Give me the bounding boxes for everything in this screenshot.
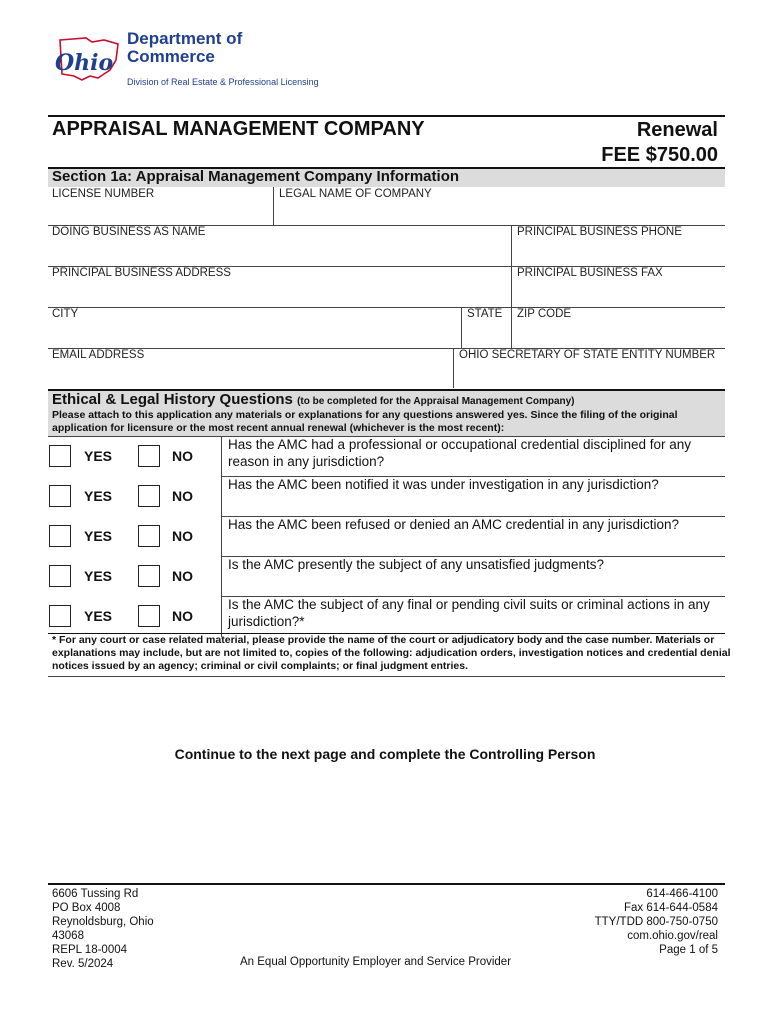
city-label: CITY — [52, 308, 79, 320]
yes-checkbox[interactable] — [49, 525, 71, 547]
ethics-subtitle: (to be completed for the Appraisal Management Company) — [297, 396, 575, 407]
no-checkbox[interactable] — [138, 605, 160, 627]
yes-label: YES — [84, 488, 113, 504]
no-label: NO — [172, 488, 193, 504]
continue-instruction: Continue to the next page and complete the Controlling Person — [174, 746, 596, 762]
no-checkbox[interactable] — [138, 565, 160, 587]
entity-number-label: OHIO SECRETARY OF STATE ENTITY NUMBER — [459, 349, 716, 361]
yes-checkbox[interactable] — [49, 485, 71, 507]
title-rule — [48, 115, 725, 117]
address-label: PRINCIPAL BUSINESS ADDRESS — [52, 267, 231, 279]
renewal-label: Renewal — [636, 119, 718, 141]
legal-name-label: LEGAL NAME OF COMPANY — [279, 188, 432, 200]
yes-checkbox[interactable] — [49, 565, 71, 587]
state-field[interactable] — [465, 322, 507, 346]
website: com.ohio.gov/real — [627, 930, 718, 942]
no-checkbox[interactable] — [138, 525, 160, 547]
yes-label: YES — [84, 528, 113, 544]
question-text: Has the AMC been refused or denied an AMC credential in any jurisdiction? — [228, 517, 680, 532]
email-field[interactable] — [52, 362, 449, 386]
zip-label: ZIP CODE — [517, 308, 572, 320]
dept-name-line1: Department of — [127, 29, 243, 48]
divider — [48, 307, 725, 308]
fax-number: Fax 614-644-0584 — [624, 902, 718, 914]
divider — [461, 307, 462, 348]
fee-block — [601, 118, 718, 168]
divider — [511, 266, 512, 307]
phone-field[interactable] — [515, 240, 723, 264]
ethics-note: Please attach to this application any materials or explanations for any questions answered yes. Since the filing of the original application for licensure or the most recent annual renewal (whichever is the most recent): — [52, 409, 678, 434]
no-label: NO — [172, 448, 193, 464]
divider — [511, 225, 512, 266]
divider — [453, 348, 454, 388]
no-checkbox[interactable] — [138, 485, 160, 507]
footer-address — [52, 887, 154, 971]
division-name: Division of Real Estate & Professional Licensing — [127, 77, 319, 87]
dba-label: DOING BUSINESS AS NAME — [52, 226, 206, 238]
zip-field[interactable] — [515, 322, 723, 346]
ohio-wordmark: Ohio — [55, 50, 114, 76]
divider — [221, 437, 222, 477]
yes-label: YES — [84, 448, 113, 464]
ohio-logo — [52, 34, 124, 82]
phone-number: 614-466-4100 — [646, 888, 718, 900]
footer-rule — [48, 883, 725, 885]
question-text: Is the AMC presently the subject of any unsatisfied judgments? — [228, 557, 604, 572]
form-number: REPL 18-0004 — [52, 944, 128, 956]
license-number-label: LICENSE NUMBER — [52, 188, 155, 200]
divider — [221, 557, 222, 597]
section-1a-title: Section 1a: Appraisal Management Company Information — [52, 168, 460, 185]
address-line: Reynoldsburg, Ohio — [52, 916, 154, 928]
yes-label: YES — [84, 608, 113, 624]
no-label: NO — [172, 528, 193, 544]
license-number-field[interactable] — [52, 200, 270, 224]
address-field[interactable] — [52, 281, 507, 305]
legal-name-field[interactable] — [277, 200, 723, 224]
email-label: EMAIL ADDRESS — [52, 349, 145, 361]
question-text: Has the AMC been notified it was under investigation in any jurisdiction? — [228, 477, 659, 492]
footnote: * For any court or case related material, please provide the name of the court or adjudicatory body and the case number. Materials or explanations may include, but are not limited to, copies of the following: adjudication orders, investigation notices and credential denial notices issued by an agency; criminal or civil complaints; or final judgment entries. — [52, 634, 731, 672]
yes-checkbox[interactable] — [49, 445, 71, 467]
fax-label: PRINCIPAL BUSINESS FAX — [517, 267, 663, 279]
entity-number-field[interactable] — [457, 362, 723, 386]
tty-number: TTY/TDD 800-750-0750 — [594, 916, 718, 928]
address-line: 6606 Tussing Rd — [52, 888, 139, 900]
form-title: APPRAISAL MANAGEMENT COMPANY — [52, 118, 425, 140]
dept-name-line2: Commerce — [127, 47, 215, 66]
no-checkbox[interactable] — [138, 445, 160, 467]
no-label: NO — [172, 608, 193, 624]
phone-label: PRINCIPAL BUSINESS PHONE — [517, 226, 682, 238]
page-number: Page 1 of 5 — [659, 944, 718, 956]
revision-date: Rev. 5/2024 — [52, 958, 114, 970]
ethics-title-text: Ethical & Legal History Questions — [52, 391, 293, 408]
city-field[interactable] — [52, 322, 457, 346]
divider — [48, 676, 725, 677]
state-label: STATE — [467, 308, 503, 320]
fax-field[interactable] — [515, 281, 723, 305]
yes-label: YES — [84, 568, 113, 584]
divider — [511, 307, 512, 348]
divider — [273, 187, 274, 225]
question-text: Is the AMC the subject of any final or pending civil suits or criminal actions in any jurisdiction?* — [228, 597, 710, 629]
fee-amount: FEE $750.00 — [601, 144, 718, 166]
divider — [221, 597, 222, 637]
address-line: PO Box 4008 — [52, 902, 121, 914]
eoe-statement: An Equal Opportunity Employer and Service Provider — [240, 956, 512, 968]
divider — [221, 517, 222, 557]
footer-contact — [595, 887, 718, 957]
address-line: 43068 — [52, 930, 84, 942]
ethics-title — [52, 391, 575, 408]
divider — [221, 477, 222, 517]
no-label: NO — [172, 568, 193, 584]
yes-checkbox[interactable] — [49, 605, 71, 627]
dba-field[interactable] — [52, 240, 507, 264]
question-text: Has the AMC had a professional or occupational credential disciplined for any reason in any jurisdiction? — [228, 437, 692, 469]
